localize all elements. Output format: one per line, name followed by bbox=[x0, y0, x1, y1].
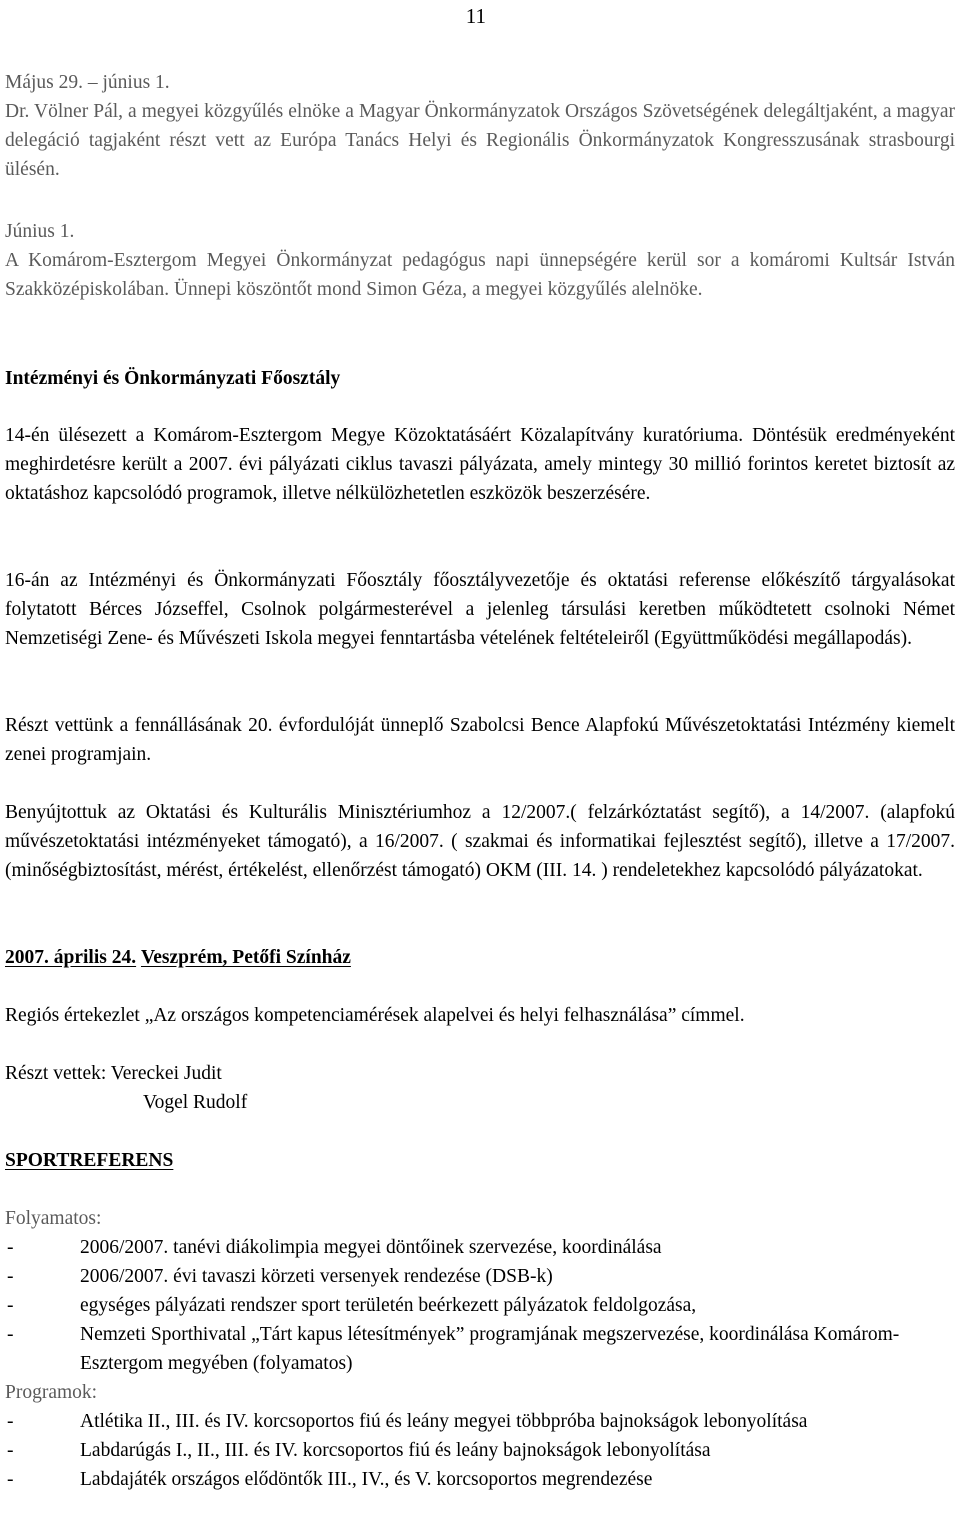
entry-june bbox=[5, 217, 955, 304]
event-veszprem-text: Regiós értekezlet „Az országos kompetenciamérések alapelvei és helyi felhasználása” címmel. bbox=[5, 1005, 745, 1026]
page-number: 11 bbox=[465, 4, 486, 28]
section-heading: Intézményi és Önkormányzati Főosztály bbox=[5, 368, 341, 389]
ongoing-list bbox=[5, 1233, 955, 1378]
participants-line: Részt vettek: Vereckei Judit bbox=[5, 1063, 222, 1084]
list-item: - Labdajáték országos elődöntők III., IV., és V. korcsoportos megrendezése bbox=[5, 1465, 955, 1494]
list-item: - Labdarúgás I., II., III. és IV. korcsoportos fiú és leány bajnokságok lebonyolítása bbox=[5, 1436, 955, 1465]
sport-heading-block bbox=[5, 1146, 955, 1175]
institutional-para-4: Benyújtottuk az Oktatási és Kulturális Minisztériumhoz a 12/2007.( felzárkóztatást segítő), a 14/2007. (alapfokú művészetoktatási intézményeket támogató), a 16/2007. ( szakmai és informatikai fejlesztést segítő), illetve a 17/2007. (minőségbiztosítást, mérést, értékelést, ellenőrzést támogató) OKM (III. 14. ) rendeletekhez kapcsolódó pályázatokat. bbox=[5, 802, 955, 881]
list-item: - Nemzeti Sporthivatal „Tárt kapus létesítmények” programjának megszervezése, koordinálása Komárom-Esztergom megyében (folyamatos) bbox=[5, 1320, 955, 1378]
section-institutional bbox=[5, 364, 955, 393]
event-veszprem-heading bbox=[5, 943, 955, 972]
event-date: 2007. április 24. bbox=[5, 947, 137, 968]
entry-june-date: Június 1. bbox=[5, 221, 75, 242]
list-item: - 2006/2007. tanévi diákolimpia megyei döntőinek szervezése, koordinálása bbox=[5, 1233, 955, 1262]
entry-may bbox=[5, 68, 955, 184]
programs-list bbox=[5, 1407, 955, 1494]
entry-may-date: Május 29. – június 1. bbox=[5, 72, 170, 93]
ongoing-label: Folyamatos: bbox=[5, 1208, 102, 1229]
entry-june-text: A Komárom-Esztergom Megyei Önkormányzat pedagógus napi ünnepségére kerül sor a komáromi Kultsár István Szakközépiskolában. Ünnepi köszöntőt mond Simon Géza, a megyei közgyűlés alelnöke. bbox=[5, 250, 955, 300]
institutional-para-3: Részt vettünk a fennállásának 20. évfordulóját ünneplő Szabolcsi Bence Alapfokú Művészetoktatási Intézmény kiemelt zenei programjain. bbox=[5, 715, 955, 765]
list-item: - Atlétika II., III. és IV. korcsoportos fiú és leány megyei többpróba bajnokságok lebonyolítása bbox=[5, 1407, 955, 1436]
list-item: - 2006/2007. évi tavaszi körzeti versenyek rendezése (DSB-k) bbox=[5, 1262, 955, 1291]
institutional-para-1: 14-én ülésezett a Komárom-Esztergom Megye Közoktatásáért Közalapítvány kuratóriuma. Döntésük eredményeként meghirdetésre került a 2007. évi pályázati ciklus tavaszi pályázata, amely mintegy 30 millió forintos keretet biztosít az oktatáshoz kapcsolódó programok, illetve nélkülözhetetlen eszközök beszerzésére. bbox=[5, 425, 955, 504]
event-place: Veszprém, Petőfi Színház bbox=[140, 947, 351, 968]
programs-label: Programok: bbox=[5, 1382, 98, 1403]
event-participants bbox=[5, 1059, 955, 1117]
participant-2: Vogel Rudolf bbox=[143, 1092, 248, 1113]
sport-ongoing bbox=[5, 1204, 955, 1494]
institutional-para-2: 16-án az Intézményi és Önkormányzati Főosztály főosztályvezetője és oktatási referense előkészítő tárgyalásokat folytatott Bérces Józseffel, Csolnok polgármesterével a jelenleg társulási keretben működtetett csolnoki Német Nemzetiségi Zene- és Művészeti Iskola megyei fenntartásba vételének feltételeiről (Együttműködési megállapodás). bbox=[5, 570, 955, 649]
sport-heading: SPORTREFERENS bbox=[5, 1150, 174, 1171]
list-item: - egységes pályázati rendszer sport területén beérkezett pályázatok feldolgozása, bbox=[5, 1291, 955, 1320]
entry-may-text: Dr. Völner Pál, a megyei közgyűlés elnöke a Magyar Önkormányzatok Országos Szövetségének delegáltjaként, a magyar delegáció tagjaként részt vett az Európa Tanács Helyi és Regionális Önkormányzatok Kongresszusának strasbourgi ülésén. bbox=[5, 101, 955, 180]
